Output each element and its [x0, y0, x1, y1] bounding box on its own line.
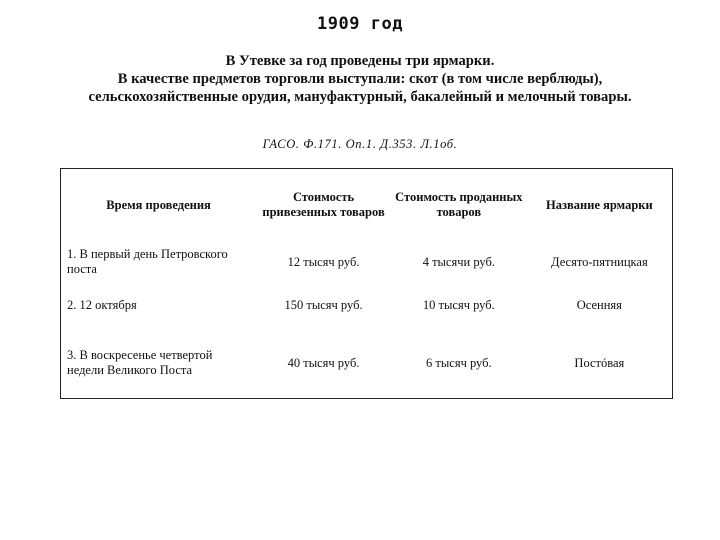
table-row: [61, 328, 673, 399]
cell-fair-name: Постóвая: [574, 355, 625, 370]
cell-sold: 4 тысячи руб.: [422, 254, 495, 269]
cell-sold: 10 тысяч руб.: [422, 298, 495, 312]
cell-brought: 40 тысяч руб.: [287, 355, 360, 370]
cell-brought: 150 тысяч руб.: [284, 298, 363, 312]
cell-brought: 12 тысяч руб.: [287, 254, 360, 269]
table-row: [61, 241, 673, 283]
cell-fair-name: Осенняя: [576, 298, 622, 312]
page-title: 1909 год: [317, 14, 403, 34]
header-sold: Стоимость проданных товаров: [395, 190, 523, 219]
cell-time: 3. В воскресенье четвертой недели Великого Поста: [67, 348, 213, 377]
cell-sold: 6 тысяч руб.: [426, 355, 492, 370]
table-row: [61, 283, 673, 328]
cell-fair-name: Десято-пятницкая: [551, 254, 648, 269]
header-fair-name: Название ярмарки: [546, 197, 653, 212]
intro-paragraph: [30, 52, 690, 106]
cell-time: 1. В первый день Петровского поста: [67, 247, 228, 276]
fairs-table: [60, 168, 673, 399]
intro-line-2: В качестве предметов торговли выступали: скот (в том числе верблюды),: [117, 71, 603, 87]
cell-time: 2. 12 октября: [67, 298, 137, 312]
header-time: Время проведения: [106, 197, 211, 212]
intro-line-3: сельскохозяйственные орудия, мануфактурный, бакалейный и мелочный товары.: [88, 89, 632, 105]
header-brought: Стоимость привезенных товаров: [262, 190, 385, 219]
table-header-row: [61, 169, 673, 242]
archive-source: ГАСО. Ф.171. Оп.1. Д.353. Л.1об.: [262, 137, 458, 151]
intro-line-1: В Утевке за год проведены три ярмарки.: [225, 53, 495, 69]
